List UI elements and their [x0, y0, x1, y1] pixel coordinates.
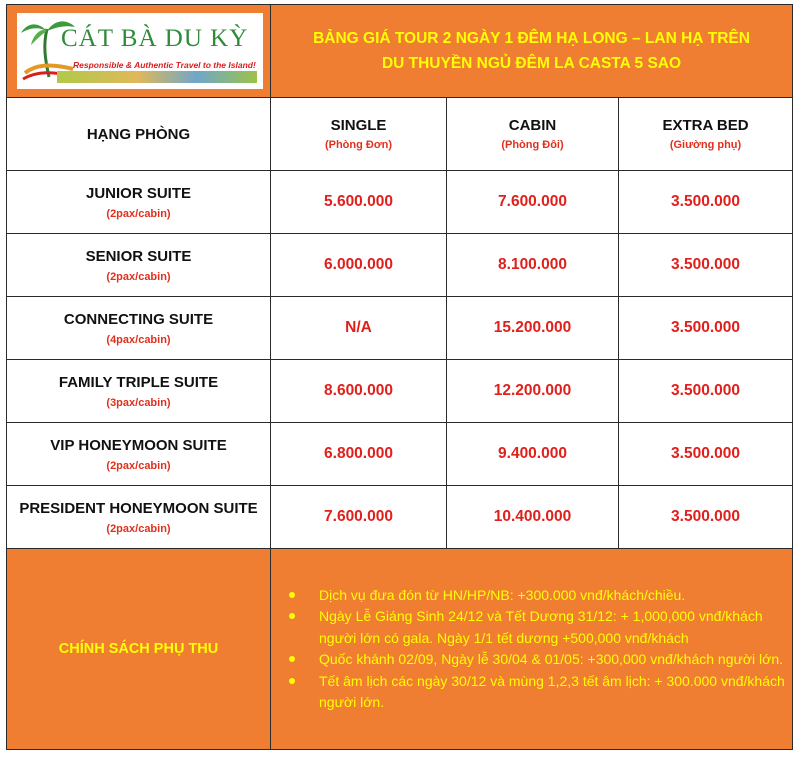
price-value: 9.400.000 — [498, 445, 567, 462]
column-header-label: EXTRA BED — [662, 117, 749, 134]
price-cabin — [447, 297, 619, 360]
price-value: 8.600.000 — [324, 382, 393, 399]
price-value: 10.400.000 — [493, 508, 572, 525]
room-cell — [7, 486, 271, 549]
price-extra-bed — [619, 360, 793, 423]
price-value: 12.200.000 — [493, 382, 572, 399]
room-capacity: (3pax/cabin) — [106, 396, 171, 409]
policy-item-text: Ngày Lễ Giáng Sinh 24/12 và Tết Dương 31/12: + 1,000,000 vnđ/khách người lớn có gala. Ngày 1/1 tết dương +500,000 vnđ/khách — [319, 608, 763, 646]
price-extra-bed — [619, 297, 793, 360]
price-value: 7.600.000 — [498, 193, 567, 210]
policy-list — [271, 585, 792, 714]
logo-brand-text: CÁT BÀ DU KỲ — [61, 25, 249, 52]
price-table — [6, 4, 793, 750]
room-name: CONNECTING SUITE — [63, 310, 214, 328]
price-value: 5.600.000 — [324, 193, 393, 210]
column-header-sub: (Phòng Đơn) — [324, 139, 393, 151]
policy-item-text: Quốc khánh 02/09, Ngày lễ 30/04 & 01/05: +300,000 vnđ/khách người lớn. — [319, 651, 783, 667]
price-value: 3.500.000 — [671, 382, 740, 399]
table-row — [7, 486, 793, 549]
price-cabin — [447, 234, 619, 297]
price-extra-bed — [619, 423, 793, 486]
room-cell — [7, 171, 271, 234]
column-header-label: SINGLE — [330, 117, 387, 134]
logo-photo-strip — [57, 71, 257, 83]
price-value: 3.500.000 — [671, 508, 740, 525]
list-item — [289, 649, 792, 671]
price-value: 3.500.000 — [671, 193, 740, 210]
policy-item-text: Tết âm lịch các ngày 30/12 và mùng 1,2,3 tết âm lịch: + 300.000 vnđ/khách người lớn. — [319, 672, 785, 710]
price-table-document — [6, 4, 792, 750]
title-cell — [271, 5, 793, 98]
price-single — [271, 297, 447, 360]
price-cabin — [447, 360, 619, 423]
policy-title-cell — [7, 549, 271, 750]
column-header-cabin — [447, 98, 619, 171]
column-header-sub: (Giường phụ) — [669, 139, 742, 151]
bullet-icon — [289, 592, 295, 598]
table-row — [7, 297, 793, 360]
price-extra-bed — [619, 486, 793, 549]
room-name: PRESIDENT HONEYMOON SUITE — [19, 499, 258, 517]
room-name: SENIOR SUITE — [85, 247, 192, 265]
room-cell — [7, 297, 271, 360]
price-single — [271, 423, 447, 486]
bullet-icon — [289, 678, 295, 684]
price-value: 3.500.000 — [671, 256, 740, 273]
room-capacity: (2pax/cabin) — [106, 459, 171, 472]
price-value: 8.100.000 — [498, 256, 567, 273]
column-header-single — [271, 98, 447, 171]
column-header-label: HẠNG PHÒNG — [86, 125, 191, 143]
price-single — [271, 171, 447, 234]
logo-slogan: Responsible & Authentic Travel to the Island! — [73, 60, 256, 70]
room-cell — [7, 360, 271, 423]
price-cabin — [447, 171, 619, 234]
price-single — [271, 360, 447, 423]
table-row — [7, 234, 793, 297]
room-name: VIP HONEYMOON SUITE — [50, 436, 227, 454]
room-capacity: (2pax/cabin) — [106, 207, 171, 220]
price-single — [271, 234, 447, 297]
price-cabin — [447, 486, 619, 549]
price-single — [271, 486, 447, 549]
column-header-label: CABIN — [508, 117, 557, 134]
column-header-extra-bed — [619, 98, 793, 171]
price-value: N/A — [345, 319, 372, 336]
list-item — [289, 585, 792, 607]
price-value: 7.600.000 — [324, 508, 393, 525]
header-row — [7, 5, 793, 98]
price-value: 6.800.000 — [324, 445, 393, 462]
bullet-icon — [289, 656, 295, 662]
title-line-2: DU THUYỀN NGỦ ĐÊM LA CASTA 5 SAO — [381, 55, 682, 72]
company-logo — [17, 13, 263, 89]
policy-list-cell — [271, 549, 793, 750]
table-row — [7, 360, 793, 423]
bullet-icon — [289, 613, 295, 619]
price-value: 6.000.000 — [324, 256, 393, 273]
policy-row — [7, 549, 793, 750]
price-value: 15.200.000 — [493, 319, 572, 336]
price-cabin — [447, 423, 619, 486]
price-value: 3.500.000 — [671, 445, 740, 462]
title-line-1: BẢNG GIÁ TOUR 2 NGÀY 1 ĐÊM HẠ LONG – LAN HẠ TRÊN — [313, 30, 750, 47]
column-header-room — [7, 98, 271, 171]
policy-title: CHÍNH SÁCH PHỤ THU — [58, 641, 219, 657]
room-cell — [7, 423, 271, 486]
column-header-row — [7, 98, 793, 171]
price-extra-bed — [619, 171, 793, 234]
logo-cell — [7, 5, 271, 98]
room-cell — [7, 234, 271, 297]
table-row — [7, 171, 793, 234]
room-name: FAMILY TRIPLE SUITE — [58, 373, 219, 391]
list-item — [289, 671, 792, 714]
room-capacity: (4pax/cabin) — [106, 333, 171, 346]
room-name: JUNIOR SUITE — [85, 184, 191, 202]
list-item — [289, 606, 792, 649]
room-capacity: (2pax/cabin) — [106, 522, 171, 535]
room-capacity: (2pax/cabin) — [106, 270, 171, 283]
column-header-sub: (Phòng Đôi) — [501, 139, 564, 151]
price-extra-bed — [619, 234, 793, 297]
policy-item-text: Dịch vụ đưa đón từ HN/HP/NB: +300.000 vnđ/khách/chiều. — [319, 586, 686, 603]
price-value: 3.500.000 — [671, 319, 740, 336]
table-row — [7, 423, 793, 486]
